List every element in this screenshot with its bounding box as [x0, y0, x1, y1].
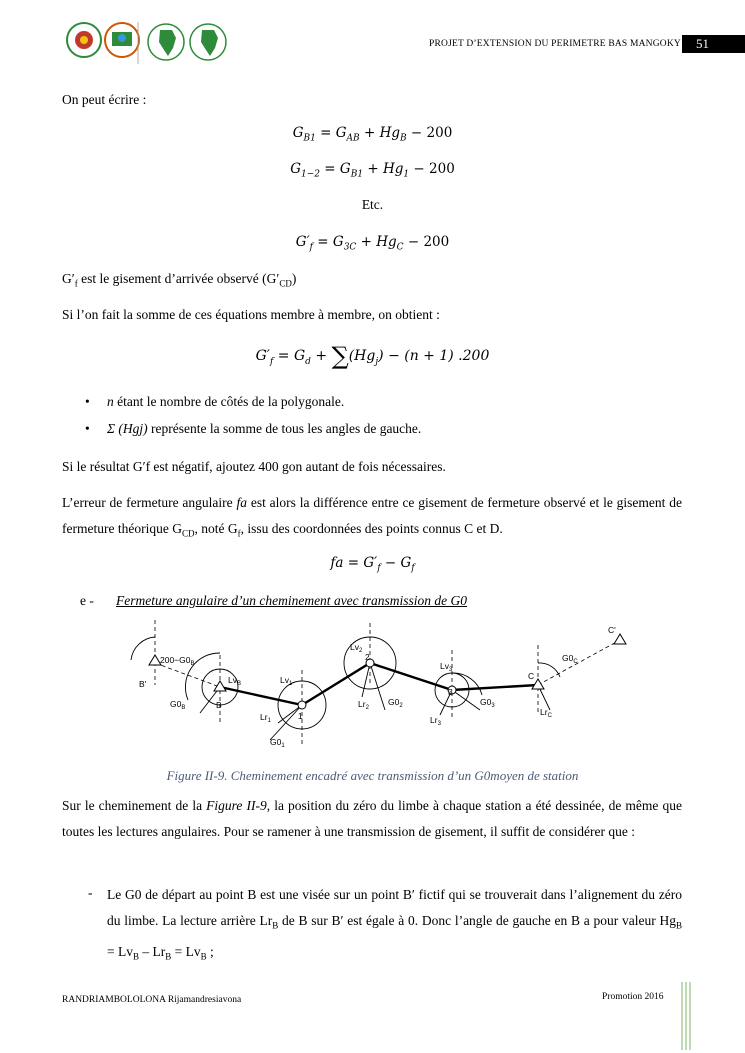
equation-fa: fa = $G'_f - G_f$	[330, 555, 415, 574]
footer-decoration	[680, 982, 692, 1050]
svg-text:G01: $G0_1$	[270, 737, 285, 749]
equation-gb1: $G_{B1} = G_{AB} + Hg_B - 200$	[292, 125, 453, 144]
svg-text:1: 1	[298, 711, 303, 721]
bullet-n: • n étant le nombre de côtés de la polygonale.	[85, 394, 345, 409]
section-marker: e -	[80, 593, 94, 608]
svg-text:Lv1: $Lv_1$	[280, 675, 293, 687]
partner-logos	[62, 18, 238, 68]
svg-text:C: C	[528, 671, 535, 681]
traverse-figure	[130, 615, 630, 765]
equation-g12: $G_{1-2} = G_{B1} + Hg_1 - 200$	[290, 161, 455, 180]
svg-text:3: 3	[448, 687, 453, 697]
section-title: Fermeture angulaire d’un cheminement avec transmission de G0	[116, 593, 468, 608]
svg-text:LvB: $Lv_B$	[228, 675, 241, 687]
intro-text: On peut écrire :	[62, 92, 147, 107]
negative-note: Si le résultat G′f est négatif, ajoutez 400 gon autant de fois nécessaires.	[62, 459, 446, 474]
svg-text:LrC: $Lr_C$	[540, 707, 552, 719]
footer-author: RANDRIAMBOLOLONA Rijamandresiavona	[62, 995, 242, 1005]
sum-intro: Si l’on fait la somme de ces équations membre à membre, on obtient :	[62, 307, 440, 322]
svg-text:B': B'	[139, 679, 147, 689]
dash-marker: -	[88, 885, 93, 900]
equation-sum: $G'_f = G_d + \sum(Hg_j) - (n + 1)$ .200	[255, 342, 490, 370]
svg-text:C': C'	[608, 625, 616, 635]
arrow-g03	[452, 690, 480, 710]
svg-text:G0B: $G0_B$	[170, 699, 186, 711]
svg-text:G02: $G0_2$	[388, 697, 403, 709]
figure-caption: Figure II-9. Cheminement encadré avec transmission d’un G0moyen de station	[166, 768, 579, 783]
svg-text:Lv3: $Lv_3$	[440, 661, 453, 673]
header-project-title: PROJET D’EXTENSION DU PERIMETRE BAS MANGOKY	[428, 39, 681, 49]
arrow-g02	[370, 663, 385, 710]
body-paragraph: Sur le cheminement de la Figure II-9, la position du zéro du limbe à chaque station a été dessinée, de même que toutes les lectures angulaires. Pour se ramener à une transmission de gisement, il suffit de considérer que :	[62, 798, 683, 839]
ministry-logo-icon	[67, 23, 101, 57]
svg-text:Lr1: $Lr_1$	[260, 712, 271, 724]
svg-text:G03: $G0_3$	[480, 697, 495, 709]
adf-logo-icon	[190, 24, 226, 60]
dash-item-text: Le G0 de départ au point B est une visée sur un point B′ fictif qui se trouverait dans l’alignement du zéro du limbe. La lecture arrière $Lr_B$ de B sur B′ est égale à 0. Donc l’angle de gauche en B a pour valeur $Hg_B = Lv_B - Lr_B = Lv_B$ ;	[107, 887, 682, 962]
bullet-sum-hgj: • Σ (Hgj) représente la somme de tous les angles de gauche.	[85, 421, 422, 436]
page-number: 51	[682, 35, 745, 53]
etc-text: Etc.	[361, 197, 384, 212]
footer-promotion: Promotion 2016	[602, 992, 664, 1002]
svg-text:Lr3: $Lr_3$	[430, 715, 441, 727]
equation-gf-prime: $G'_f = G_{3C} + Hg_C - 200$	[295, 234, 450, 253]
station-1-marker	[298, 701, 306, 709]
arc-g03	[452, 673, 482, 695]
project-logo-icon	[105, 23, 139, 57]
station-c-prime-marker	[614, 634, 626, 644]
svg-text:Lv2: $Lv_2$	[350, 642, 363, 654]
afdb-logo-icon	[148, 24, 184, 60]
svg-text:B: B	[216, 700, 222, 710]
svg-text:G0C: $G0_C$	[562, 653, 578, 665]
svg-text:200−G0B: $200-G0_B$	[160, 655, 195, 667]
svg-text:Lr2: $Lr_2$	[358, 699, 369, 711]
error-paragraph: L’erreur de fermeture angulaire fa est alors la différence entre ce gisement de fermeture observé et le gisement de fermeture théorique $G_{CD}$, noté $G_f$, issu des coordonnées des points connus C et D.	[62, 495, 682, 539]
station-b-marker	[214, 681, 226, 691]
arc-top-angle	[131, 637, 155, 660]
gf-definition: $G'_f$ est le gisement d’arrivée observé $(G'_{CD})$	[62, 271, 297, 289]
svg-text:2: 2	[365, 652, 370, 662]
